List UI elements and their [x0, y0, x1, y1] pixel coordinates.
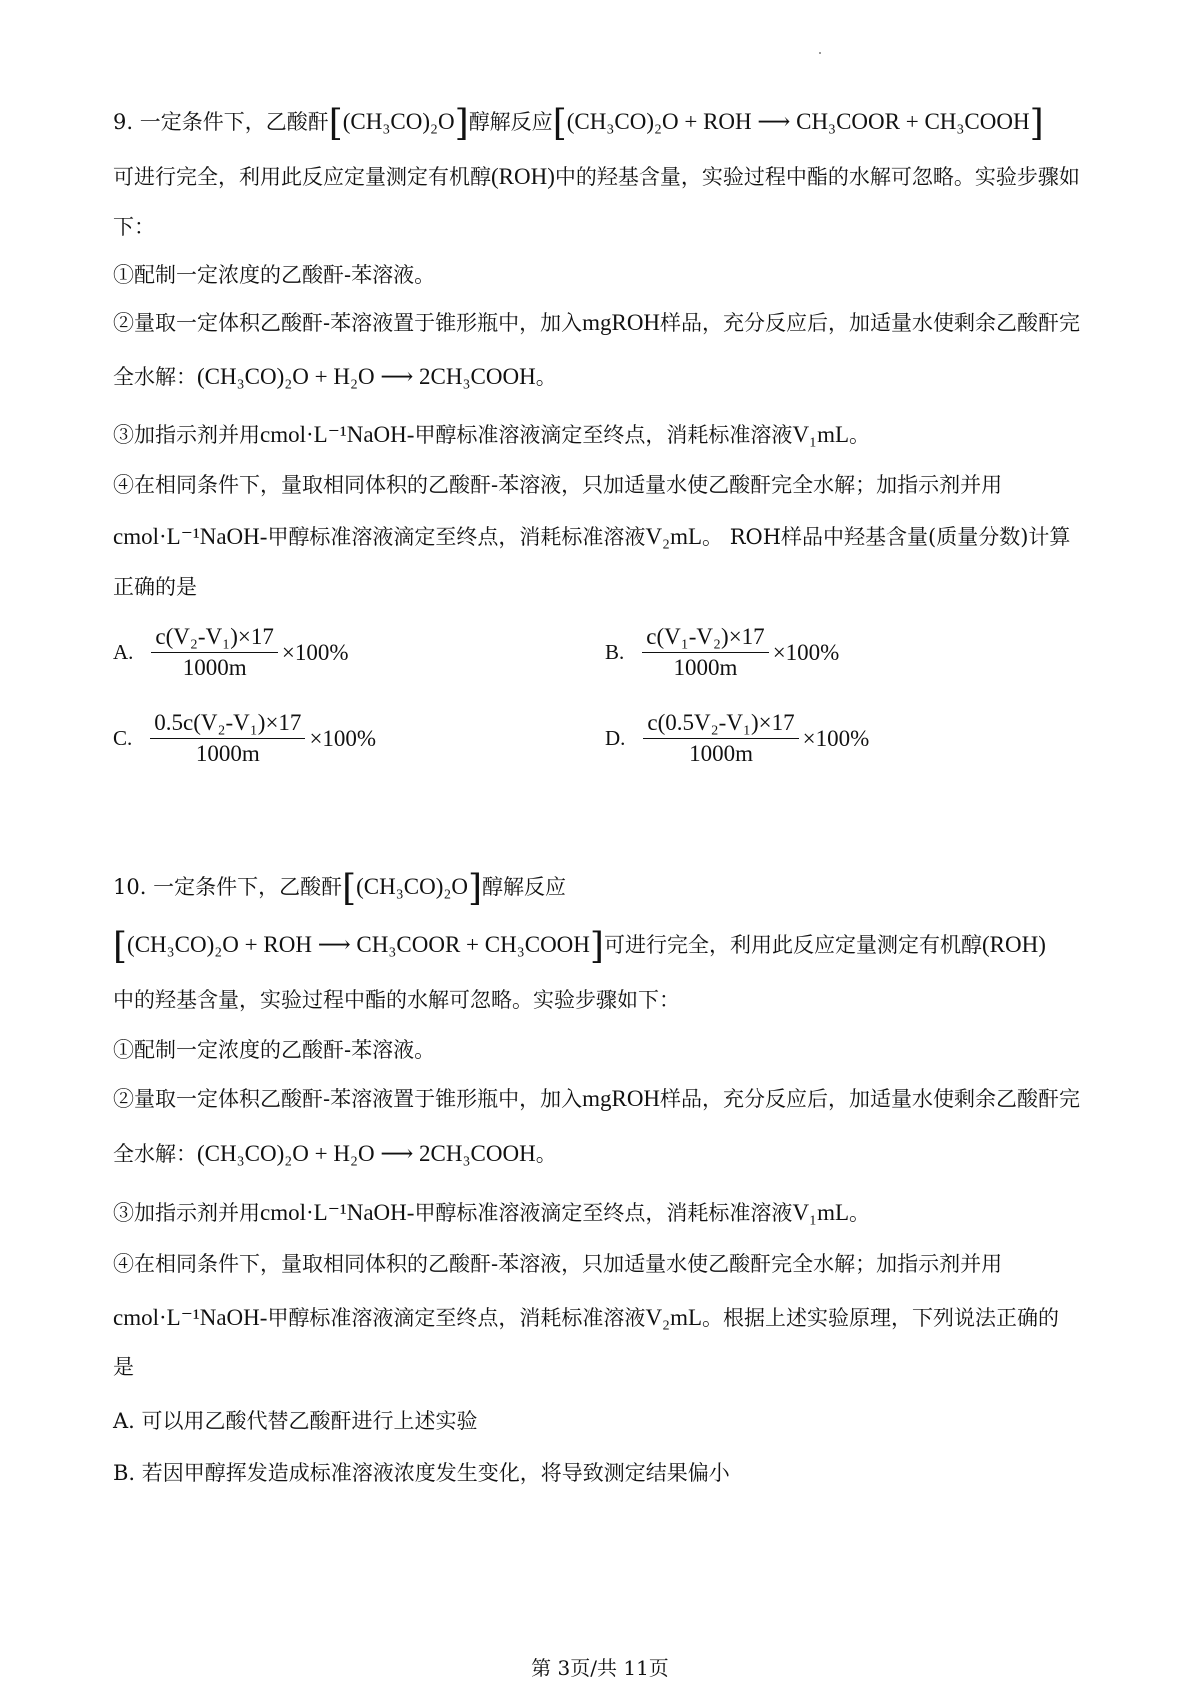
- q9-text: ③加指示剂并用: [113, 423, 260, 447]
- q9-option-c[interactable]: [113, 708, 376, 769]
- page-footer: 第 3页/共 11页: [531, 1656, 669, 1680]
- bracket: [: [328, 103, 343, 144]
- bracket: [: [113, 926, 128, 967]
- q10-roh-text: ROH: [989, 932, 1039, 957]
- q9-sample-mass: mgROH: [582, 310, 661, 335]
- q9-reagent: cmol·L⁻¹NaOH-: [260, 422, 415, 447]
- q9-intro: 9. 一定条件下，乙酸酐: [113, 110, 329, 134]
- denominator: 1000m: [182, 655, 247, 680]
- q9-step-4-cont: [113, 520, 1070, 554]
- q9-option-d[interactable]: [605, 708, 869, 769]
- q10-v1: V₁mL: [792, 1200, 850, 1225]
- q9-text: 甲醇标准溶液滴定至终点，消耗标准溶液: [267, 525, 646, 549]
- percent-factor: ×100%: [802, 725, 870, 751]
- q10-step-1: ①配制一定浓度的乙酸酐-苯溶液。: [113, 1038, 436, 1062]
- q10-step-2: [113, 1082, 1080, 1116]
- q10-period: 。: [849, 1201, 871, 1225]
- q10-hydrolysis-equation: (CH₃CO)₂O + H₂O ⟶ 2CH₃COOH: [197, 1141, 536, 1166]
- q9-roh: (ROH): [491, 164, 555, 189]
- q10-period: 。: [535, 1142, 557, 1166]
- q9-text: ROH样品中羟基含量(质量分数)计算: [729, 525, 1071, 549]
- denominator: 1000m: [673, 655, 738, 680]
- q9-option-a[interactable]: [113, 622, 348, 683]
- q9-v2: V₂mL: [645, 524, 703, 549]
- q9-step-4: ④在相同条件下，量取相同体积的乙酸酐-苯溶液，只加适量水使乙酸酐完全水解；加指示剂并用: [113, 473, 1003, 497]
- q9-reaction-equation: (CH₃CO)₂O + ROH ⟶ CH₃COOR + CH₃COOH: [566, 109, 1030, 134]
- q9-step-1: ①配制一定浓度的乙酸酐-苯溶液。: [113, 263, 436, 287]
- q10-text: ②量取一定体积乙酸酐-苯溶液置于锥形瓶中，加入: [113, 1087, 583, 1111]
- option-label: A.: [113, 640, 134, 664]
- q9-text: 样品，充分反应后，加适量水使剩余乙酸酐完: [660, 311, 1081, 335]
- q10-step-4: ④在相同条件下，量取相同体积的乙酸酐-苯溶液，只加适量水使乙酸酐完全水解；加指示剂并用: [113, 1252, 1003, 1276]
- q9-question-end: 正确的是: [113, 575, 197, 599]
- q9-hydrolysis-equation: (CH₃CO)₂O + H₂O ⟶ 2CH₃COOH: [197, 364, 536, 389]
- percent-factor: ×100%: [281, 639, 349, 665]
- q10-step-4-cont: [113, 1301, 1059, 1335]
- option-label: D.: [605, 726, 626, 750]
- q9-line-3: 下：: [113, 215, 155, 239]
- q9-period: 。: [849, 423, 871, 447]
- q10-line-2: [113, 926, 1046, 967]
- q9-option-b[interactable]: [605, 622, 839, 683]
- bracket: [: [342, 868, 357, 909]
- q10-reagent: cmol·L⁻¹NaOH-: [113, 1305, 268, 1330]
- bracket: ]: [589, 926, 604, 967]
- q10-reaction-equation: (CH₃CO)₂O + ROH ⟶ CH₃COOR + CH₃COOH: [127, 932, 590, 957]
- q10-text: 全水解：: [113, 1142, 197, 1166]
- fraction: [151, 622, 277, 683]
- q9-text: 可进行完全，利用此反应定量测定有机醇: [113, 165, 491, 189]
- q9-line-1: [113, 103, 1044, 144]
- q10-question-end: 是: [113, 1355, 134, 1379]
- q9-reagent: cmol·L⁻¹NaOH-: [113, 524, 268, 549]
- speck: [819, 52, 821, 54]
- q10-step-3: [113, 1196, 870, 1230]
- q9-line-2: [113, 160, 1080, 194]
- q10-roh: (ROH): [981, 932, 1046, 957]
- option-label: B.: [605, 640, 625, 664]
- q9-text: 甲醇标准溶液滴定至终点，消耗标准溶液: [414, 423, 793, 447]
- fraction: [642, 622, 768, 683]
- bracket: ]: [1029, 103, 1044, 144]
- numerator: 0.5c(V₂-V₁)×17: [150, 708, 305, 739]
- q10-intro: 10. 一定条件下，乙酸酐: [113, 875, 343, 899]
- q10-line-1: [113, 868, 567, 909]
- q9-roh-text: ROH: [498, 164, 548, 189]
- bracket: [: [552, 103, 567, 144]
- q9-alcoholysis-label: 醇解反应: [468, 110, 553, 134]
- q9-v1: V₁mL: [792, 422, 850, 447]
- q10-anhydride-formula: (CH₃CO)₂O: [356, 874, 468, 899]
- fraction: [150, 708, 305, 769]
- bracket: ]: [454, 103, 469, 144]
- q9-period: 。: [702, 525, 724, 549]
- q10-text: 甲醇标准溶液滴定至终点，消耗标准溶液: [414, 1201, 793, 1225]
- option-label: C.: [113, 726, 133, 750]
- q10-text: 样品，充分反应后，加适量水使剩余乙酸酐完: [660, 1087, 1081, 1111]
- q10-option-b[interactable]: B. 若因甲醇挥发造成标准溶液浓度发生变化，将导致测定结果偏小: [113, 1461, 730, 1485]
- q9-anhydride-formula: (CH₃CO)₂O: [342, 109, 455, 134]
- numerator: c(V₂-V₁)×17: [151, 622, 277, 653]
- q10-text: 可进行完全，利用此反应定量测定有机醇: [603, 933, 982, 957]
- q10-option-a[interactable]: A. 可以用乙酸代替乙酸酐进行上述实验: [113, 1409, 478, 1433]
- percent-factor: ×100%: [309, 725, 377, 751]
- q9-step-2-cont: [113, 360, 557, 394]
- q9-step-2: [113, 306, 1080, 340]
- q10-text: 。根据上述实验原理，下列说法正确的: [702, 1306, 1060, 1330]
- q10-text: 甲醇标准溶液滴定至终点，消耗标准溶液: [267, 1306, 646, 1330]
- q9-text: ②量取一定体积乙酸酐-苯溶液置于锥形瓶中，加入: [113, 311, 583, 335]
- q10-alcoholysis-label: 醇解反应: [482, 875, 567, 899]
- q10-reagent: cmol·L⁻¹NaOH-: [260, 1200, 415, 1225]
- q10-step-2-cont: [113, 1137, 557, 1171]
- q9-text: 中的羟基含量，实验过程中酯的水解可忽略。实验步骤如: [554, 165, 1080, 189]
- q10-sample-mass: mgROH: [582, 1086, 661, 1111]
- q9-period: 。: [535, 365, 557, 389]
- q10-v2: V₂mL: [645, 1305, 703, 1330]
- q10-line-3: 中的羟基含量，实验过程中酯的水解可忽略。实验步骤如下：: [113, 988, 680, 1012]
- q9-text: 全水解：: [113, 365, 197, 389]
- denominator: 1000m: [689, 741, 753, 766]
- numerator: c(0.5V₂-V₁)×17: [643, 708, 798, 739]
- percent-factor: ×100%: [772, 639, 840, 665]
- fraction: [643, 708, 798, 769]
- bracket: ]: [468, 868, 483, 909]
- denominator: 1000m: [195, 741, 260, 766]
- q10-text: ③加指示剂并用: [113, 1201, 260, 1225]
- q9-step-3: [113, 418, 870, 452]
- numerator: c(V₁-V₂)×17: [642, 622, 768, 653]
